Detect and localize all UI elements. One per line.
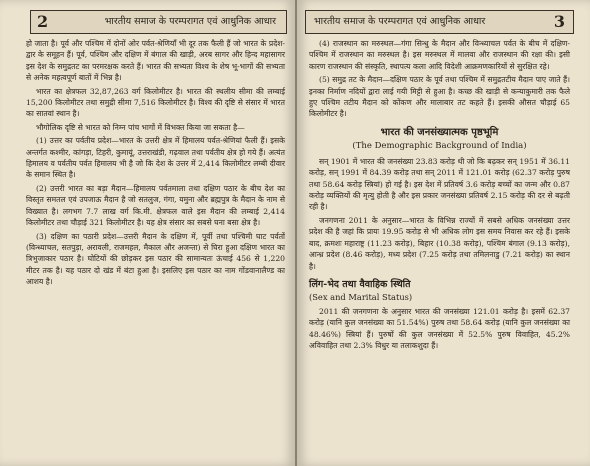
right-page-number: 3 bbox=[553, 12, 565, 31]
paragraph: भौगोलिक दृष्टि से भारत को निम्न पांच भागों में विभक्त किया जा सकता है— bbox=[36, 122, 245, 132]
paragraph: भारत का क्षेत्रफल 32,87,263 वर्ग किलोमीटर है। भारत की स्थलीय सीमा की लम्बाई 15,200 किलोमीटर तथा समुद्री सीमा 7,516 किलोमीटर है। विश्व की दृष्टि से संसार में भारत का सातवां स्थान है। bbox=[26, 86, 285, 119]
section-heading: भारत की जनसंख्यात्मक पृष्ठभूमि bbox=[380, 126, 499, 138]
paragraph: सन् 1901 में भारत की जनसंख्या 23.83 करोड़ थी जो कि बढ़कर सन् 1951 में 36.11 करोड़, सन् 1991 में 84.39 करोड़ तथा सन् 2011 में 121.01 करोड़ (62.37 करोड़ पुरुष तथा 58.64 करोड़ स्त्रियां) हो गई है। इस देश में प्रतिवर्ष 3.6 करोड़ बच्चों का जन्म और 0.87 करोड़ व्यक्तियों की मृत्यु होती है और इस प्रकार जनसंख्या प्रतिवर्ष 2.15 करोड़ की दर से बढ़ती रही है। bbox=[309, 156, 570, 212]
paragraph: जनगणना 2011 के अनुसार—भारत के विभिन्न राज्यों में सबसे अधिक जनसंख्या उत्तर प्रदेश की है जहां कि प्रायः 19.95 करोड़ से भी अधिक लोग इस समय निवास कर रहे हैं। इसके बाद, क्रमशः महाराष्ट्र (11.23 करोड़), बिहार (10.38 करोड़), पश्चिम बंगाल (9.13 करोड़), आन्ध्र प्रदेश (8.46 करोड़), मध्य प्रदेश (7.25 करोड़ तथा तमिलनाडु (7.21 करोड़) का स्थान है। bbox=[309, 215, 570, 271]
right-page bbox=[297, 0, 590, 466]
left-page-number: 2 bbox=[37, 12, 49, 31]
paragraph: (1) उत्तर का पर्वतीय प्रदेश—भारत के उत्तरी क्षेत्र में हिमालय पर्वत-श्रेणियां फैली हैं। इसके अन्तर्गत कश्मीर, कांगड़ा, टिहरी, कुमायूं, उत्तराखंडी, गढ़वाल तथा पर्वतीय क्षेत्र हो गये हैं। अत्यंत हिमालय व पर्वतीय पर्वत हिमालय भी है जो कि देश के उत्तर में 2,414 किलोमीटर लम्बी दीवार के समान स्थित है। bbox=[26, 136, 285, 180]
right-page-header bbox=[305, 10, 574, 34]
left-page-header-title: भारतीय समाज के परम्परागत एवं आधुनिक आधार bbox=[104, 16, 276, 27]
paragraph: 2011 की जनगणना के अनुसार भारत की जनसंख्या 121.01 करोड़ है। इसमें 62.37 करोड़ (यानि कुल जनसंख्या का 51.54%) पुरुष तथा 58.64 करोड़ (यानि कुल जनसंख्या का 48.46%) स्त्रियां हैं। पुरुषों की कुल जनसंख्या में 52.5% पुरुष विवाहित, 45.2% अविवाहित तथा 2.3% विधुर या तलाकशुदा हैं। bbox=[309, 306, 570, 351]
paragraph: हो जाता है। पूर्व और पश्चिम में दोनों ओर पर्वत-श्रेणियाँ भी दूर तक फैली हैं जो भारत के प्रदेश-द्वार के समूहन हैं। पूर्व, पश्चिम और दक्षिण में बंगाल की खाड़ी, अरब सागर और हिन्द महासागर इस देश के समुद्रतट का परमरक्षक करते हैं। भारत की सभ्यता विश्व के शेष भू-भागों की सभ्यता से अनेक महत्वपूर्ण बातों में भिन्न है। bbox=[26, 39, 285, 83]
left-page-body bbox=[26, 38, 285, 462]
right-page-body bbox=[309, 38, 570, 462]
paragraph: (2) उत्तरी भारत का बड़ा मैदान—हिमालय पर्वतमाला तथा दक्षिण पठार के बीच देश का विस्तृत समतल एवं उपजाऊ मैदान है जो सतलुज, गंगा, यमुना और ब्रह्मपुत्र के मैदान के नाम से विख्यात है। लगभग 7.7 लाख वर्ग कि.मी. क्षेत्रफल वाले इस मैदान की लम्बाई 2,414 किलोमीटर तथा चौड़ाई 321 किलोमीटर है। यह क्षेत्र संसार का सबसे घना बसा क्षेत्र है। bbox=[26, 183, 285, 228]
subsection-subheading: (Sex and Marital Status) bbox=[309, 291, 413, 302]
paragraph: (3) दक्षिण का पठारी प्रदेश—उत्तरी मैदान के दक्षिण में, पूर्वी तथा पश्चिमी घाट पर्वतों (विन्ध्याचल, सतपुड़ा, अरावली, राजमहल, मैकाल और अजन्ता) से घिरा हुआ दक्षिण भारत का त्रिभुजाकार पठार है। घोटियों की छोड़कर इस पठार की सामान्यतः ऊंचाई 456 से 1,220 मीटर तक है। यह पठार दो खंड में बंटा हुआ है। इसलिए इस पठार का नाम गोंडवानालैण्ड का आशय है। bbox=[26, 231, 285, 287]
paragraph: (4) राजस्थान का मरुस्थल—गंगा सिन्धु के मैदान और विन्ध्याचल पर्वत के बीच में दक्षिण-पश्चिम में राजस्थान का मरुस्थल है। इस मरुस्थल में मालवा और राजस्थान की रक्षा की। इसी कारण राजस्थान की संस्कृति, स्थापत्य कला आदि विदेशी आक्रमणकारियों से सुरक्षित रहे। bbox=[309, 39, 570, 71]
section-subheading: (The Demographic Background of India) bbox=[352, 140, 527, 151]
left-page-header bbox=[30, 10, 287, 34]
right-page-header-title: भारतीय समाज के परम्परागत एवं आधुनिक आधार bbox=[314, 16, 486, 27]
paragraph: (5) समुद्र तट के मैदान—दक्षिण पठार के पूर्व तथा पश्चिम में समुद्रतटीय मैदान पाए जाते हैं। इनका निर्माण नदियों द्वारा लाई गयी मिट्टी से हुआ है। कच्छ की खाड़ी से कन्याकुमारी तक फैले हुए पश्चिम तटीय मैदान को कोंकण और मालाबार तट कहते हैं। इसकी औसत चौड़ाई 65 किलोमीटर है। bbox=[309, 75, 570, 119]
subsection-heading: लिंग-भेद तथा वैवाहिक स्थिति bbox=[309, 278, 411, 290]
